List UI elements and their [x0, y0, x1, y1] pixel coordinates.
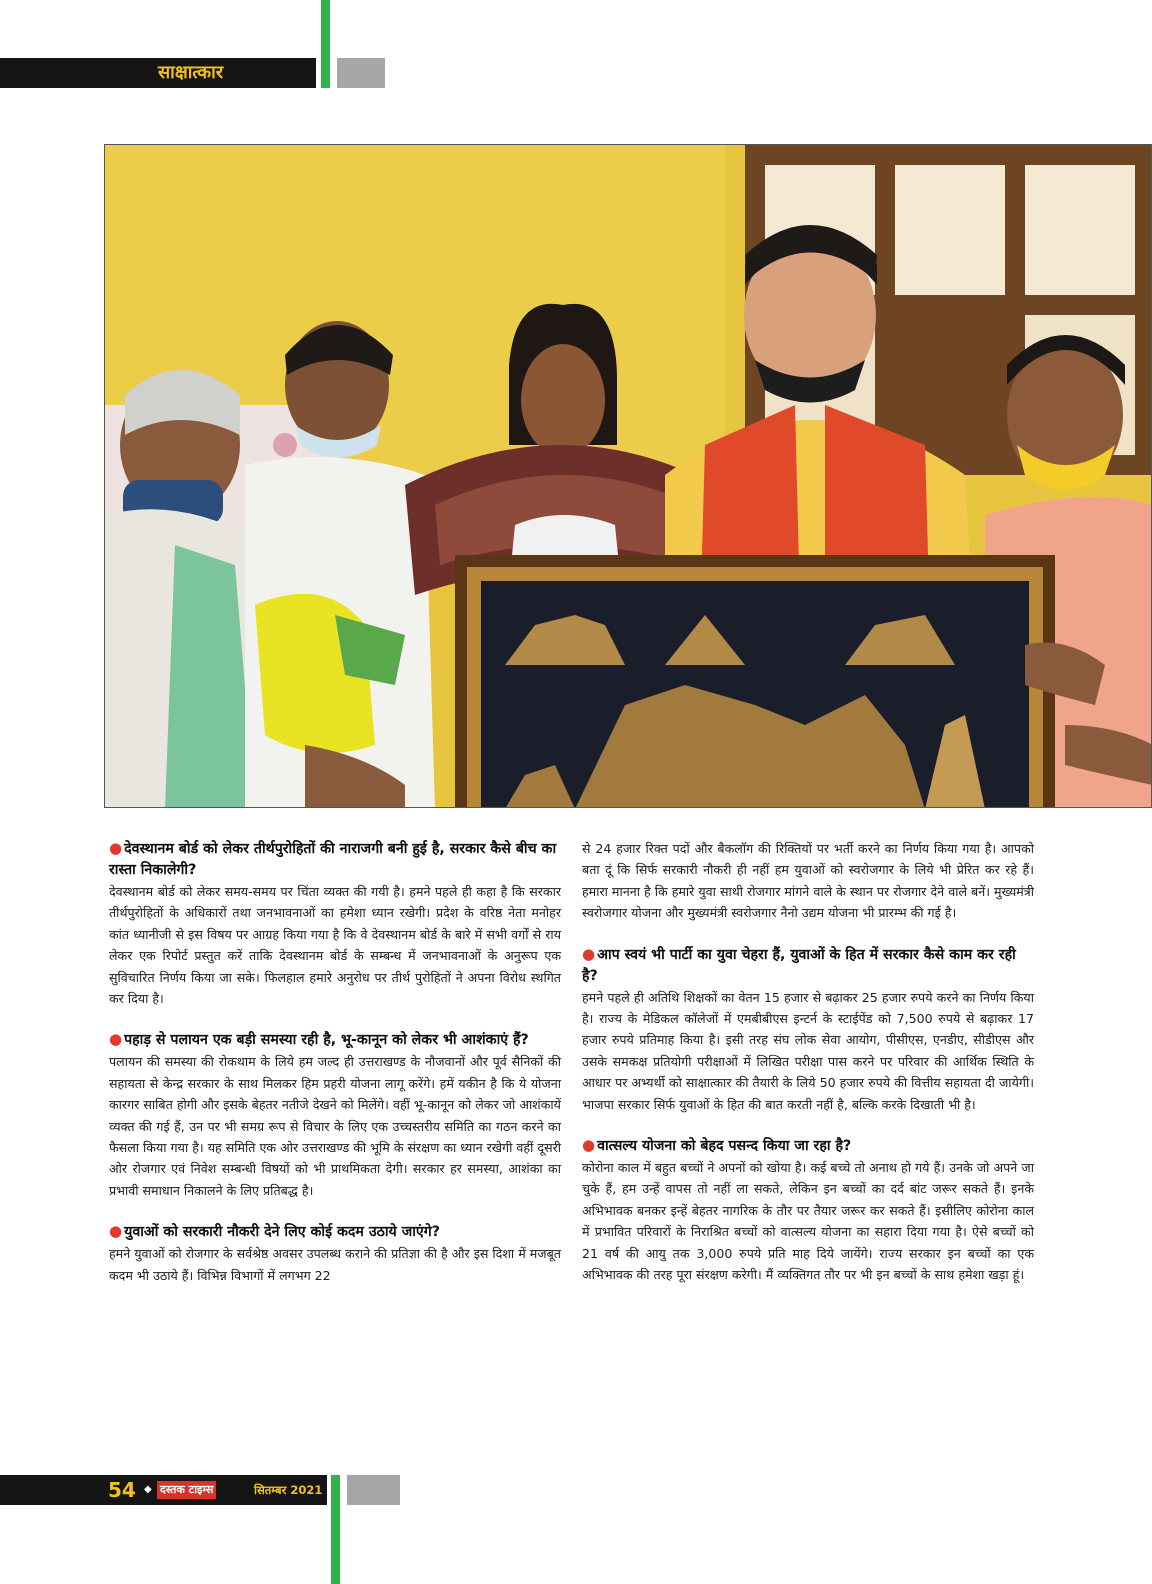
- answer-paragraph: पलायन की समस्या की रोकथाम के लिये हम जल्द ही उत्तराखण्ड के नौजवानों और पूर्व सैनिकों की सहायता से केन्द्र सरकार के साथ मिलकर हिम प्रहरी योजना लागू करेंगे। हमें यकीन है कि ये योजना कारगर साबित होगी और इसके बेहतर नतीजे देखने को मिलेंगे। वहीं भू-कानून को लेकर जो आशंकायें व्यक्त की गई हैं, उन पर भी समग्र रूप से विचार के लिए एक उच्चस्तरीय समिति का गठन करने का फैसला किया गया है। यह समिति एक ओर उत्तराखण्ड की भूमि के संरक्षण का ध्यान रखेगी वहीं दूसरी ओर रोजगार एवं निवेश सम्बन्धी विषयों को भी प्राथमिकता देगी। सरकार हर समस्या, आशंका का प्रभावी समाधान निकालने के लिए प्रतिबद्ध है।: [109, 1054, 561, 1198]
- question-text: युवाओं को सरकारी नौकरी देने लिए कोई कदम उठाये जाएंगे?: [124, 1224, 440, 1241]
- question-heading: [582, 944, 1034, 987]
- header-grey-block: [337, 58, 385, 88]
- question-text: वात्सल्य योजना को बेहद पसन्द किया जा रहा है?: [597, 1138, 852, 1155]
- page-number: 54: [108, 1478, 136, 1502]
- diamond-separator-icon: ◆: [144, 1484, 152, 1495]
- red-bullet-icon: ●: [582, 944, 596, 963]
- question-heading: [109, 1221, 561, 1243]
- footer-green-stripe: [331, 1475, 340, 1584]
- question-text: पहाड़ से पलायन एक बड़ी समस्या रही है, भू-कानून को लेकर भी आशंकाएं हैं?: [124, 1032, 529, 1049]
- header-green-stripe: [321, 0, 330, 88]
- question-heading: [582, 1135, 1034, 1157]
- answer-paragraph: देवस्थानम बोर्ड को लेकर समय-समय पर चिंता व्यक्त की गयी है। हमने पहले ही कहा है कि सरकार तीर्थपुरोहितों के अधिकारों तथा जनभावनाओं का हमेशा ध्यान रखेगी। प्रदेश के वरिष्ठ नेता मनोहर कांत ध्यानीजी से इस विषय पर आग्रह किया गया है कि वे देवस्थानम बोर्ड के बारे में सभी वर्गों से राय लेकर एक रिपोर्ट प्रस्तुत करें ताकि देवस्थानम बोर्ड के सम्बन्ध में जनभावनाओं के अनुरूप एक सुविचारित निर्णय किया जा सके। फिलहाल हमारे अनुरोध पर तीर्थ पुरोहितों ने अपना विरोध स्थगित कर दिया है।: [109, 884, 561, 1007]
- red-bullet-icon: ●: [109, 1030, 123, 1049]
- answer-paragraph: कोरोना काल में बहुत बच्चों ने अपनों को खोया है। कई बच्चे तो अनाथ हो गये हैं। उनके जो अपने जा चुके हैं, हम उन्हें वापस तो नहीं ला सकते, लेकिन इन बच्चों का दर्द बांट जरूर सकते हैं। इनके अभिभावक बनकर इन्हें बेहतर नागरिक के तौर पर तैयार जरूर कर सकते हैं। इसीलिए कोरोना काल में प्रभावित परिवारों के निराश्रित बच्चों को वात्सल्य योजना का सहारा दिया गया है। ऐसे बच्चों को 21 वर्ष की आयु तक 3,000 रुपये प्रति माह दिये जायेंगे। राज्य सरकार इन बच्चों का एक अभिभावक की तरह पूरा संरक्षण करेगी। मैं व्यक्तिगत तौर पर भी इन बच्चों के साथ हमेशा खड़ा हूं।: [582, 1160, 1034, 1283]
- magazine-logo: दस्तक टाइम्स: [157, 1481, 216, 1499]
- section-label: साक्षात्कार: [158, 62, 224, 83]
- question-text: आप स्वयं भी पार्टी का युवा चेहरा हैं, युवाओं के हित में सरकार कैसे काम कर रही है?: [582, 946, 1016, 984]
- article-column-right: [582, 838, 1034, 1286]
- issue-date: सितम्बर 2021: [254, 1483, 323, 1497]
- red-bullet-icon: ●: [582, 1136, 596, 1155]
- footer-grey-block: [347, 1475, 400, 1505]
- question-heading: [109, 838, 561, 881]
- red-bullet-icon: ●: [109, 839, 123, 857]
- red-bullet-icon: ●: [109, 1222, 123, 1241]
- question-text: देवस्थानम बोर्ड को लेकर तीर्थपुरोहितों की नाराजगी बनी हुई है, सरकार कैसे बीच का रास्ता निकालेगी?: [109, 841, 557, 878]
- answer-paragraph-continued: से 24 हजार रिक्त पदों और बैकलॉग की रिक्तियों पर भर्ती करने का निर्णय किया गया है। आपको बता दूं कि सिर्फ सरकारी नौकरी ही नहीं हम युवाओं को स्वरोजगार के लिये भी प्रेरित कर रहे हैं। हमारा मानना है कि हमारे युवा साथी रोजगार मांगने वाले के स्थान पर रोजगार देने वाले बनें। मुख्यमंत्री स्वरोजगार योजना और मुख्यमंत्री स्वरोजगार नैनो उद्यम योजना भी प्रारम्भ की गई है।: [582, 841, 1034, 921]
- answer-paragraph: हमने युवाओं को रोजगार के सर्वश्रेष्ठ अवसर उपलब्ध कराने की प्रतिज्ञा की है और इस दिशा में मजबूत कदम भी उठाये हैं। विभिन्न विभागों में लगभग 22: [109, 1246, 561, 1283]
- question-heading: [109, 1029, 561, 1051]
- article-photo: [104, 144, 1152, 808]
- answer-paragraph: हमने पहले ही अतिथि शिक्षकों का वेतन 15 हजार से बढ़ाकर 25 हजार रुपये करने का निर्णय किया है। राज्य के मेडिकल कॉलेजों में एमबीबीएस इन्टर्न के स्टाईपेंड को 7,500 रुपये से बढ़ाकर 17 हजार रुपये प्रतिमाह किया है। इसी तरह संघ लोक सेवा आयोग, पीसीएस, एनडीए, सीडीएस और उसके समकक्ष प्रतियोगी परीक्षाओं में लिखित परीक्षा पास करने पर परिवार की आर्थिक स्थिति के आधार पर अभ्यर्थी को साक्षात्कार की तैयारी के लिये 50 हजार रुपये की वित्तीय सहायता दी जायेगी। भाजपा सरकार सिर्फ युवाओं के हित की बात करती नहीं है, बल्कि करके दिखाती भी है।: [582, 989, 1034, 1112]
- article-column-left: [109, 838, 561, 1286]
